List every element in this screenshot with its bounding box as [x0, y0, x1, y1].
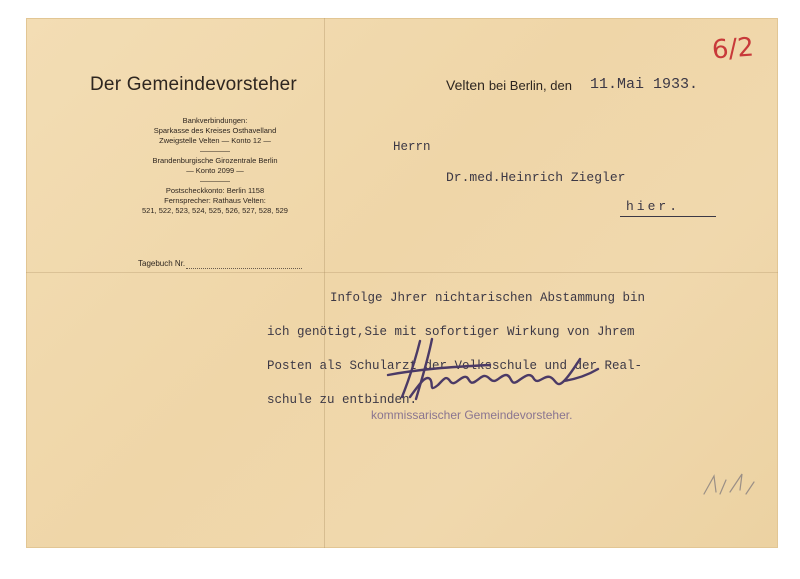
bank1-line2: Zweigstelle Velten — Konto 12 —	[159, 136, 271, 145]
red-annotation: 6/2	[711, 32, 755, 66]
separator-1: ————	[200, 146, 230, 155]
letterhead-title: Der Gemeindevorsteher	[90, 74, 297, 95]
tagebuch-dotted-line	[186, 268, 302, 269]
separator-2: ————	[200, 176, 230, 185]
town: Velten	[446, 77, 485, 93]
letter-date: 11.Mai 1933.	[590, 76, 699, 93]
body-line-2: ich genötigt,Sie mit sofortiger Wirkung von Jhrem	[267, 325, 635, 339]
phone-line2: 521, 522, 523, 524, 525, 526, 527, 528, 529	[142, 206, 288, 215]
bei-berlin: bei Berlin, den	[488, 78, 572, 93]
body-line-1: Infolge Jhrer nichtarischen Abstammung bin	[330, 291, 646, 305]
bank2-line2: — Konto 2099 —	[186, 166, 244, 175]
location-underline	[620, 216, 716, 217]
official-stamp: kommissarischer Gemeindevorsteher.	[371, 408, 573, 422]
addressee-location: hier.	[626, 199, 681, 214]
handwritten-signature	[380, 335, 610, 415]
postscheck: Postscheckkonto: Berlin 1158	[165, 186, 265, 195]
bank1-line1: Sparkasse des Kreises Osthavelland	[153, 126, 277, 135]
bank-heading: Bankverbindungen:	[182, 116, 248, 125]
phone-line1: Fernsprecher: Rathaus Velten:	[164, 196, 266, 205]
tagebuch-label: Tagebuch Nr.	[138, 259, 186, 268]
body-line-3: Posten als Schularzt der Volksschule und der Real-	[267, 359, 643, 373]
bank-block	[120, 116, 310, 216]
pencil-mark	[700, 470, 760, 505]
body-line-4: schule zu entbinden.	[267, 393, 418, 407]
salutation: Herrn	[393, 140, 431, 154]
bank2-line1: Brandenburgische Girozentrale Berlin	[152, 156, 278, 165]
place-line	[446, 77, 572, 93]
addressee-name: Dr.med.Heinrich Ziegler	[446, 170, 626, 185]
